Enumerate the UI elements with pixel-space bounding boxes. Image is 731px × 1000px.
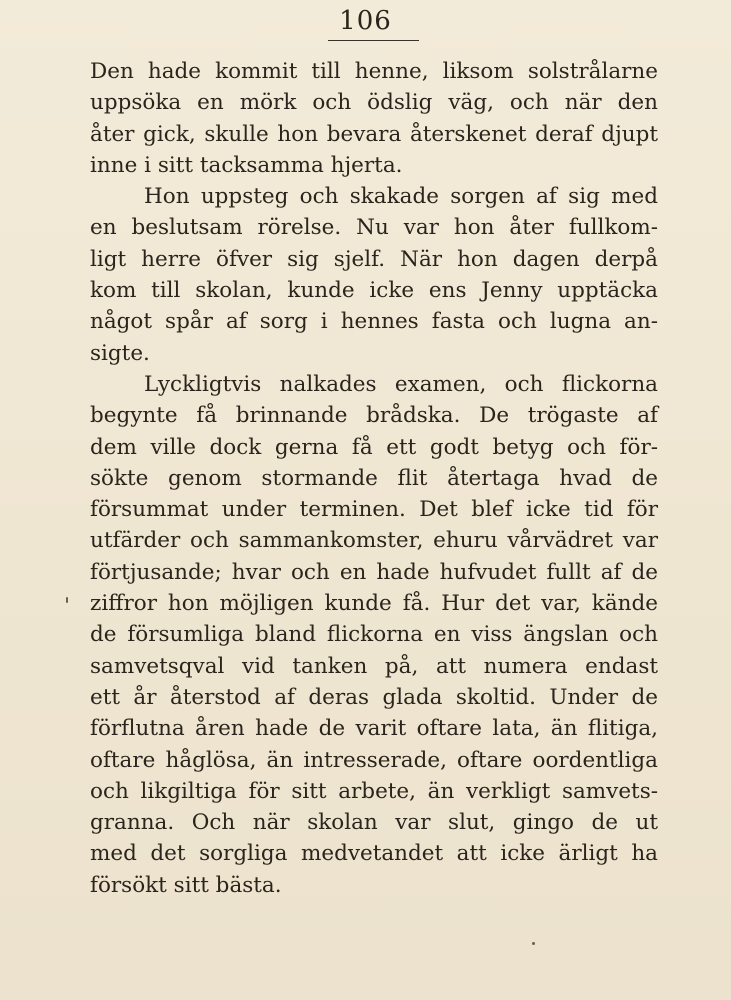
ink-speck (66, 597, 68, 603)
text-line: förtjusande; hvar och en hade hufvudet fullt af de (90, 559, 658, 585)
text-line: ziffror hon möjligen kunde få. Hur det var, kände (90, 591, 658, 617)
text-line: dem ville dock gerna få ett godt betyg och för- (90, 434, 658, 460)
text-line: en beslutsam rörelse. Nu var hon åter fullkom- (90, 215, 658, 241)
text-line: något spår af sorg i hennes fasta och lugna an- (90, 309, 658, 335)
text-line: inne i sitt tacksamma hjerta. (90, 152, 403, 178)
header-rule (328, 40, 419, 41)
text-line: ett år återstod af deras glada skoltid. Under de (90, 684, 658, 710)
page-number: 106 (339, 6, 392, 36)
text-line: Lyckligtvis nalkades examen, och flickorna (144, 371, 658, 397)
text-line: med det sorgliga medvetandet att icke ärligt ha (90, 841, 658, 867)
text-line: försökt sitt bästa. (90, 872, 282, 898)
text-line: Den hade kommit till henne, liksom solstrålarne (90, 59, 658, 84)
text-line: sigte. (90, 340, 150, 366)
text-line: utfärder och sammankomster, ehuru vårvädret var (90, 528, 658, 554)
text-line: samvetsqval vid tanken på, att numera endast (90, 653, 658, 679)
body-text (90, 56, 658, 901)
text-line: och likgiltiga för sitt arbete, än verkligt samvets- (90, 778, 658, 804)
text-line: försummat under terminen. Det blef icke tid för (90, 497, 658, 523)
text-line: förflutna åren hade de varit oftare lata, än flitiga, (90, 716, 658, 742)
text-line: granna. Och när skolan var slut, gingo de ut (90, 810, 658, 836)
text-line: ligt herre öfver sig sjelf. När hon dagen derpå (90, 246, 658, 272)
text-line: uppsöka en mörk och ödslig väg, och när den (90, 90, 658, 116)
text-line: begynte få brinnande brådska. De trögaste af (90, 403, 658, 429)
ink-speck (532, 942, 535, 945)
text-line: de försumliga bland flickorna en viss ängslan och (90, 622, 658, 648)
text-line: kom till skolan, kunde icke ens Jenny upptäcka (90, 278, 658, 304)
text-line: sökte genom stormande flit återtaga hvad de (90, 465, 658, 491)
text-line: åter gick, skulle hon bevara återskenet deraf djupt (90, 121, 658, 147)
text-line: oftare håglösa, än intresserade, oftare oordentliga (90, 747, 658, 773)
text-line: Hon uppsteg och skakade sorgen af sig med (144, 184, 658, 210)
